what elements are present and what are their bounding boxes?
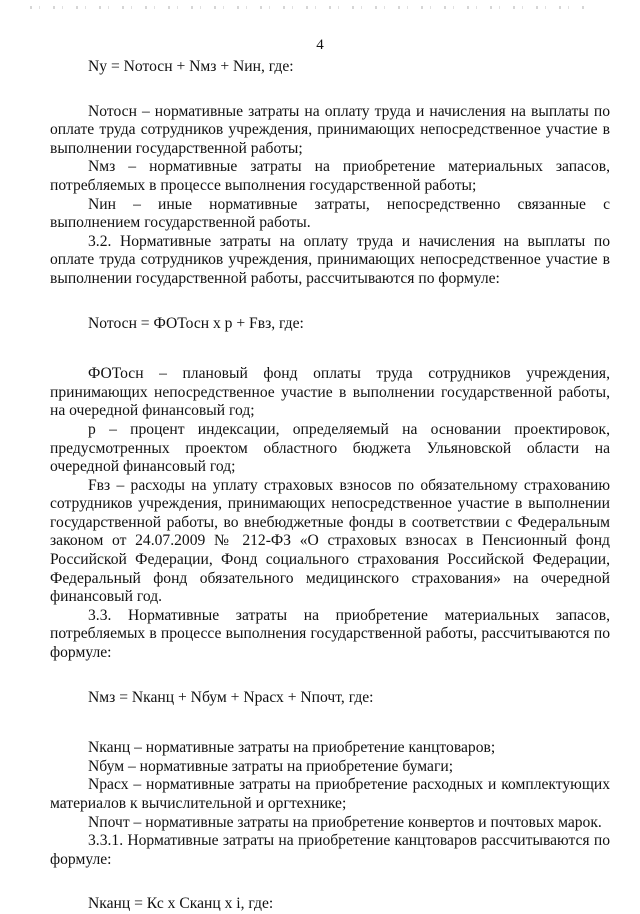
definition-n-bum: Nбум – нормативные затраты на приобретение бумаги; (88, 757, 454, 775)
paragraph-3-3: 3.3. Нормативные затраты на приобретение материальных запасов, потребляемых в процессе выполнения государственной работы, рассчитываются по формуле: (50, 606, 610, 662)
definition-fot: ФОТосн – плановый фонд оплаты труда сотрудников учреждения, принимающих непосредственное участие в выполнении государственной работы, на очередной финансовый год; (50, 365, 610, 420)
definition-p: p – процент индексации, определяемый на основании проектировок, предусмотренных проектом областного бюджета Ульяновской области на очередной финансовый год; (50, 420, 610, 476)
paragraph-3-2: 3.2. Нормативные затраты на оплату труда и начисления на выплаты по оплате труда сотрудников учреждения, принимающих непосредственное участие в выполнении государственной работы, рассчитываются по формуле: (50, 232, 610, 287)
definition-n-otosn: Nотосн – нормативные затраты на оплату труда и начисления на выплаты по оплате труда сотрудников учреждения, принимающих непосредственное участие в выполнении государственной работы; (50, 102, 610, 157)
formula-kanc: Nканц = Кс х Сканц х i, где: (88, 895, 274, 913)
definition-n-kanc: Nканц – нормативные затраты на приобретение канцтоваров; (88, 739, 496, 757)
definition-n-in: Nин – иные нормативные затраты, непосредственно связанные с выполнением государственной работы. (50, 195, 610, 232)
definition-n-pocht: Nпочт – нормативные затраты на приобретение конвертов и почтовых марок. (88, 813, 602, 831)
formula-labor: Nотосн = ФОТосн x p + Fвз, где: (88, 314, 304, 332)
definition-n-mz: Nмз – нормативные затраты на приобретение материальных запасов, потребляемых в процессе выполнения государственной работы; (50, 158, 610, 194)
definition-n-rash: Nрасх – нормативные затраты на приобретение расходных и комплектующих материалов к вычислительной и оргтехнике; (50, 776, 610, 812)
scan-artifact (30, 6, 590, 9)
paragraph-3-3-1: 3.3.1. Нормативные затраты на приобретение канцтоваров рассчитываются по формуле: (50, 832, 610, 868)
definition-fvz: Fвз – расходы на уплату страховых взносов по обязательному страхованию сотрудников учреждения, принимающих непосредственное участие в выполнении государственной работы, во внебюджетные фонды в соответствии с Федеральным законом от 24.07.2009 № 212-ФЗ «О страховых взносах в Пенсионный фонд Российской Федерации, Фонд социального страхования Российской Федерации, Федеральный фонд обязательного медицинского страхования» на очередной финансовый год. (50, 476, 610, 606)
page-number: 4 (316, 37, 324, 53)
formula-materials: Nмз = Nканц + Nбум + Nрасх + Nпочт, где: (88, 688, 374, 706)
document-body (50, 58, 610, 914)
formula-total: Nу = Nотосн + Nмз + Nин, где: (88, 58, 294, 75)
